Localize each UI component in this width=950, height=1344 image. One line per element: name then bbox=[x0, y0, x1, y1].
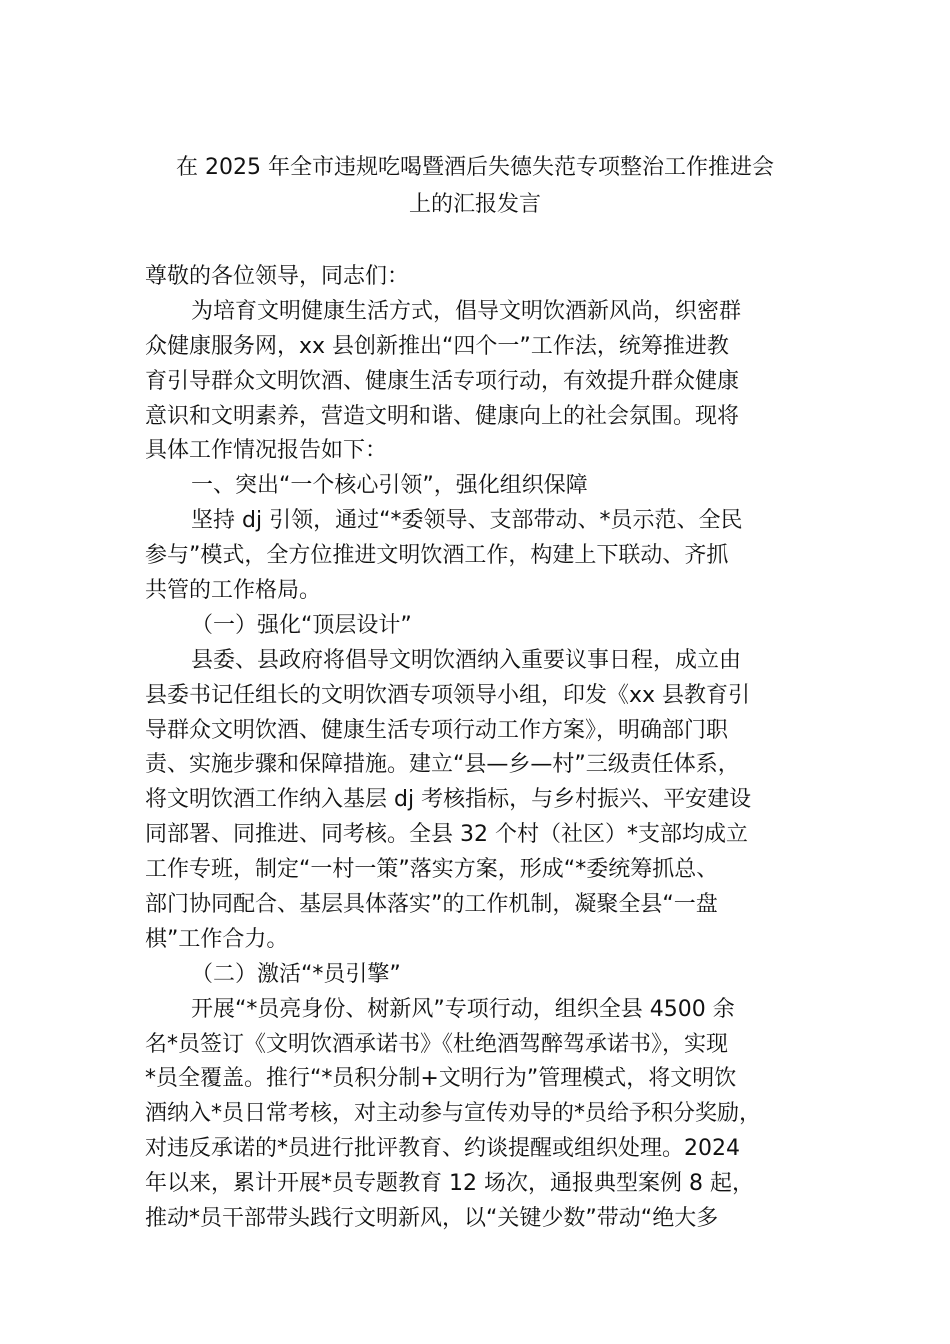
paragraph-line: 酒纳入*员日常考核，对主动参与宣传劝导的*员给予积分奖励， bbox=[145, 1101, 762, 1127]
paragraph-line: 县委书记任组长的文明饮酒专项领导小组，印发《xx 县教育引 bbox=[145, 682, 751, 708]
paragraph-line: 众健康服务网，xx 县创新推出“四个一”工作法，统筹推进教 bbox=[145, 333, 729, 359]
paragraph-line: 年以来，累计开展*员专题教育 12 场次，通报典型案例 8 起， bbox=[145, 1171, 754, 1197]
paragraph-line: 工作专班，制定“一村一策”落实方案，形成“*委统筹抓总、 bbox=[145, 857, 719, 883]
paragraph-line: 推动*员干部带头践行文明新风，以“关键少数”带动“绝大多 bbox=[145, 1206, 719, 1232]
paragraph-line: 县委、县政府将倡导文明饮酒纳入重要议事日程，成立由 bbox=[191, 647, 742, 673]
paragraph-line: 为培育文明健康生活方式，倡导文明饮酒新风尚，织密群 bbox=[191, 298, 742, 324]
document-body bbox=[145, 260, 815, 1237]
paragraph-line: 参与”模式，全方位推进文明饮酒工作，构建上下联动、齐抓 bbox=[145, 543, 729, 569]
paragraph-line: 具体工作情况报告如下： bbox=[145, 438, 388, 464]
document-title-line-1: 在 2025 年全市违规吃喝暨酒后失德失范专项整治工作推进会 bbox=[176, 155, 774, 180]
paragraph-line: 共管的工作格局。 bbox=[145, 578, 322, 604]
paragraph-line: 部门协同配合、基层具体落实”的工作机制，凝聚全县“一盘 bbox=[145, 892, 718, 918]
paragraph-line: 意识和文明素养，营造文明和谐、健康向上的社会氛围。现将 bbox=[145, 403, 740, 429]
section-heading: 一、突出“一个核心引领”，强化组织保障 bbox=[191, 473, 588, 499]
document-title-line-2: 上的汇报发言 bbox=[408, 192, 541, 217]
paragraph-line: 坚持 dj 引领，通过“*委领导、支部带动、*员示范、全民 bbox=[191, 508, 743, 534]
paragraph-line: 育引导群众文明饮酒、健康生活专项行动，有效提升群众健康 bbox=[145, 368, 740, 394]
paragraph-line: 责、实施步骤和保障措施。建立“县—乡—村”三级责任体系， bbox=[145, 752, 740, 778]
paragraph-line: 开展“*员亮身份、树新风”专项行动，组织全县 4500 余 bbox=[191, 996, 735, 1022]
paragraph-line: 棋”工作合力。 bbox=[145, 926, 289, 952]
subsection-heading: （一）强化“顶层设计” bbox=[191, 612, 412, 638]
subsection-heading: （二）激活“*员引擎” bbox=[191, 961, 401, 987]
paragraph-line: 对违反承诺的*员进行批评教育、约谈提醒或组织处理。2024 bbox=[145, 1136, 740, 1162]
paragraph-line: 名*员签订《文明饮酒承诺书》《杜绝酒驾醉驾承诺书》，实现 bbox=[145, 1031, 729, 1057]
paragraph-line: 将文明饮酒工作纳入基层 dj 考核指标，与乡村振兴、平安建设 bbox=[145, 787, 752, 813]
paragraph-line: 同部署、同推进、同考核。全县 32 个村（社区）*支部均成立 bbox=[145, 822, 748, 848]
paragraph-line: 导群众文明饮酒、健康生活专项行动工作方案》，明确部门职 bbox=[145, 717, 729, 743]
paragraph-line: *员全覆盖。推行“*员积分制+文明行为”管理模式，将文明饮 bbox=[145, 1066, 737, 1092]
salutation: 尊敬的各位领导，同志们： bbox=[145, 264, 410, 289]
